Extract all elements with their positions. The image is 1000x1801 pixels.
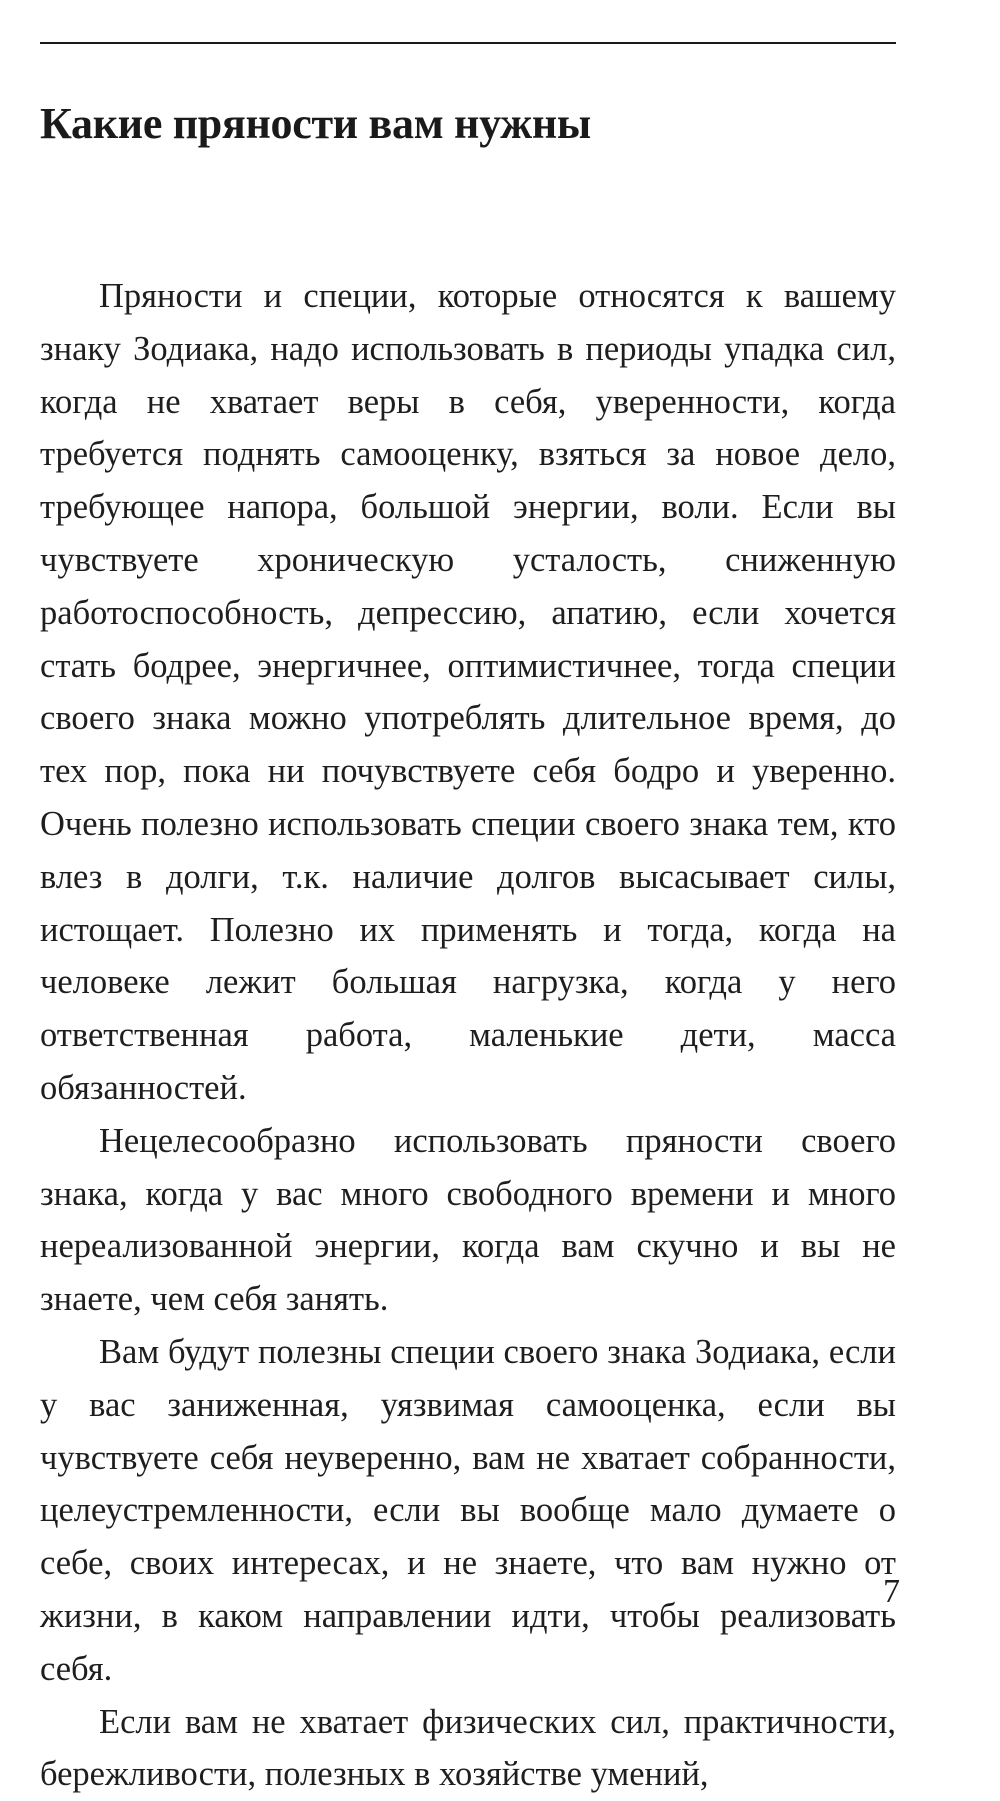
paragraph-2: Нецелесообразно использовать пряности своего знака, когда у вас много свободного времени и много нереализованной энергии, когда вам скучно и вы не знаете, чем себя занять. <box>40 1121 896 1319</box>
page-heading: Какие пряности вам нужны <box>40 99 591 148</box>
top-rule <box>40 42 896 44</box>
page-number: 7 <box>883 1573 900 1610</box>
body-text <box>40 270 896 1801</box>
paragraph-4: Если вам не хватает физических сил, практичности, бережливости, полезных в хозяйстве умений, <box>40 1702 896 1794</box>
paragraph-1: Пряности и специи, которые относятся к вашему знаку Зодиака, надо использовать в периоды упадка сил, когда не хватает веры в себя, уверенности, когда требуется поднять самооценку, взяться за новое дело, требующее напора, большой энергии, воли. Если вы чувствуете хроническую усталость, сниженную работоспособность, депрессию, апатию, если хочется стать бодрее, энергичнее, оптимистичнее, тогда специи своего знака можно употреблять длительное время, до тех пор, пока ни почувствуете себя бодро и уверенно. Очень полезно использовать специи своего знака тем, кто влез в долги, т.к. наличие долгов высасывает силы, истощает. Полезно их применять и тогда, когда на человеке лежит большая нагрузка, когда у него ответственная работа, маленькие дети, масса обязанностей. <box>40 277 896 1107</box>
paragraph-3: Вам будут полезны специи своего знака Зодиака, если у вас заниженная, уязвимая самооценка, если вы чувствуете себя неуверенно, вам не хватает собранности, целеустремленности, если вы вообще мало думаете о себе, своих интересах, и не знаете, что вам нужно от жизни, в каком направлении идти, чтобы реализовать себя. <box>40 1332 896 1688</box>
